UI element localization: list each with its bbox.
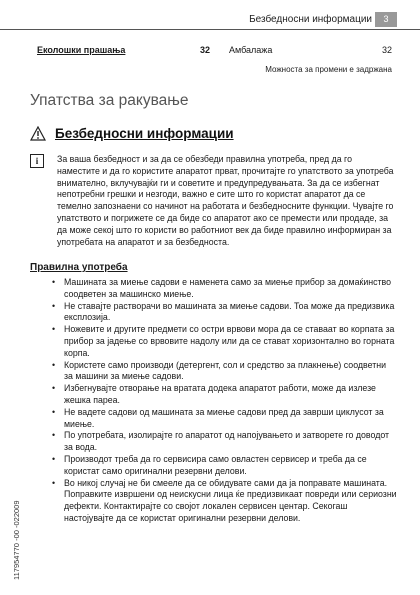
subsection-title: Безбедносни информации: [55, 126, 234, 141]
list-item-text: Во никој случај не би смееле да се обидувате сами да ја поправате машината. Поправките извршени од неискусни лица ќе предизвикаат повреди или сериозни дефекти. Контактирајте со својот локален сервисен центар. Секогаш настојувајте да се користат оригинални резервни делови.: [64, 477, 397, 523]
page-number: 3: [375, 12, 397, 27]
toc-item-packaging: Амбалажа: [229, 45, 273, 55]
bullet: •: [52, 300, 56, 311]
table-of-contents-line: [37, 45, 392, 57]
toc-link-eco[interactable]: Еколошки прашања: [37, 45, 126, 55]
warning-triangle-icon: [30, 126, 46, 146]
list-item: [52, 300, 397, 325]
bullet: •: [52, 477, 56, 488]
bullet: •: [52, 406, 56, 417]
list-item-text: Машината за миење садови е наменета само за миење прибор за домаќинство соодветен за машинско миење.: [64, 277, 391, 299]
list-item: [52, 430, 397, 454]
bullet: •: [52, 383, 56, 394]
header-divider: [0, 29, 420, 30]
change-notice: Можноста за промени е задржана: [265, 65, 392, 74]
list-item: [52, 383, 397, 407]
bullet: •: [52, 324, 56, 335]
header-title: Безбедносни информации: [249, 14, 372, 25]
bullet: •: [52, 430, 56, 441]
toc-page-eco: 32: [200, 45, 211, 55]
toc-page-packaging: 32: [381, 45, 392, 55]
list-item-text: Не ставајте растворачи во машината за миење садови. Тоа може да предизвика експлозија.: [64, 300, 395, 323]
section-title: Упатства за ракување: [30, 92, 189, 109]
bullet: •: [52, 453, 56, 464]
list-item: [52, 477, 397, 525]
rules-heading: Правилна употреба: [30, 262, 128, 273]
info-icon: i: [30, 154, 44, 168]
intro-paragraph: За ваша безбедност и за да се обезбеди правилна употреба, пред да го наместите и да го користите апаратот прват, прочитајте го упатството за употреба внимателно, вклучувајќи ги и советите и предупредувањата. За да се избегнат непотребни грешки и незгоди, важно е сите што го користат апаратот да се темелно запознаени со начинот на работата и безбедносните функции. Чувајте го упатството и погрижете се да биде со апаратот ако се премести или продаде, за да може секој што го користи во работниот век да биде правилно информиран за употребата на апаратот и за безбедноста.: [57, 154, 394, 247]
list-item-text: Не вадете садови од машината за миење садови пред да заврши циклусот за миење.: [64, 406, 384, 429]
bullet: •: [52, 359, 56, 370]
bullet: •: [52, 277, 56, 287]
rules-list: [52, 277, 397, 525]
list-item: [52, 324, 397, 359]
list-item-text: Избегнувајте отворање на вратата додека апаратот работи, може да излезе жешка пареа.: [64, 383, 376, 405]
document-code: 117954770 -00 -022009: [12, 500, 21, 580]
list-item-text: По употребата, изолирајте го апаратот од напојувањето и затворете го доводот за вода.: [64, 430, 390, 453]
list-item-text: Производот треба да го сервисира само овластен сервисер и треба да се користат само оригинални резервни делови.: [64, 453, 367, 476]
list-item-text: Ножевите и другите предмети со остри врвови мора да се ставаат во корпата за прибор за јадење со врвовите надолу или да се стават хоризонтално во горната корпа.: [64, 324, 395, 358]
list-item: [52, 406, 397, 431]
list-item: [52, 453, 397, 478]
list-item: [52, 359, 397, 384]
list-item: [52, 277, 397, 301]
list-item-text: Користете само производи (детергент, сол и средство за плакнење) соодветни за машини за миење садови.: [64, 359, 387, 382]
